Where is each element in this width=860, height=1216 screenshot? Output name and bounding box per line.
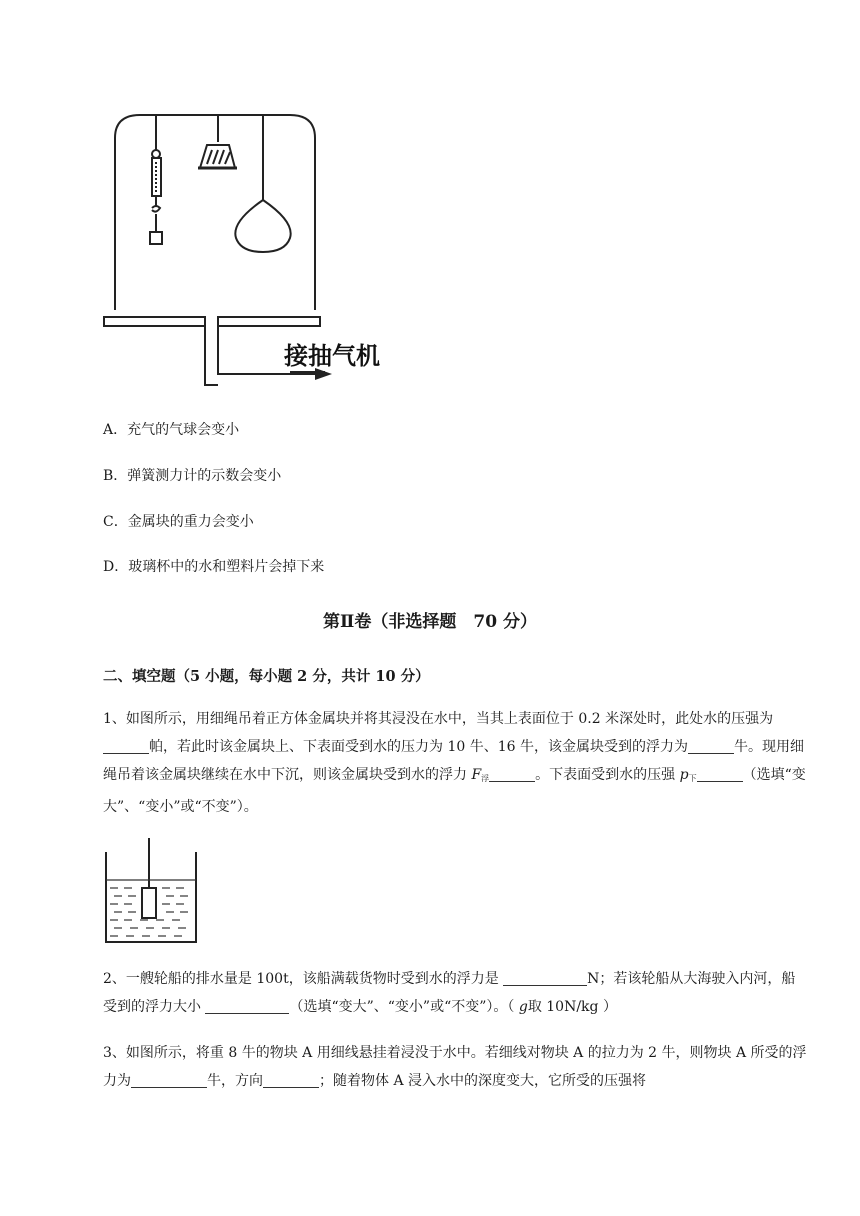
- base-plate-left: [104, 317, 205, 326]
- buoyancy-subscript: 浮: [481, 774, 490, 783]
- option-c: C．金属块的重力会变小: [103, 514, 254, 530]
- q3-text-2: 牛，方向: [207, 1073, 263, 1089]
- q1-blank-3[interactable]: [489, 765, 535, 782]
- q2-text-1: 2、一艘轮船的排水量是 100t，该船满载货物时受到水的浮力是: [103, 971, 504, 987]
- option-a: A．充气的气球会变小: [103, 422, 240, 438]
- glass-cup: [200, 145, 235, 168]
- q1-blank-2[interactable]: [688, 737, 734, 754]
- q1-text-1: 1、如图所示，用细绳吊着正方体金属块并将其浸没在水中，当其上表面位于 0.2 米深处时，此处水的压强为: [103, 711, 774, 727]
- q2-text-4: 取 10N/kg ）: [527, 999, 617, 1015]
- q3-blank-2[interactable]: [263, 1071, 319, 1088]
- section-heading: 二、填空题（5 小题，每小题 2 分，共计 10 分）: [103, 668, 430, 685]
- submerged-block: [142, 888, 156, 918]
- question-3: [103, 1039, 808, 1095]
- gravity-symbol: g: [518, 999, 528, 1015]
- q2-blank-2[interactable]: [205, 997, 289, 1014]
- q1-text-3: 牛。现用细绳吊着该金属块继续在水中下沉，则该金属块受到水的浮力: [103, 739, 804, 783]
- metal-block: [150, 232, 162, 244]
- q3-text-1: 3、如图所示，将重 8 牛的物块 A 用细线悬挂着浸没于水中。若细线对物块 A 的拉力为 2 牛，则物块 A 所受的浮力为: [103, 1045, 807, 1089]
- q3-blank-1[interactable]: [131, 1071, 207, 1088]
- option-d: D．玻璃杯中的水和塑料片会掉下来: [103, 559, 325, 575]
- beaker-diagram: [100, 838, 204, 946]
- option-b: B．弹簧测力计的示数会变小: [103, 468, 282, 484]
- pressure-subscript: 下: [688, 774, 697, 783]
- question-2: [103, 965, 808, 1021]
- beaker-figure: [100, 838, 204, 946]
- pressure-symbol: p: [679, 767, 689, 783]
- q1-blank-4[interactable]: [697, 765, 743, 782]
- q2-blank-1[interactable]: [503, 969, 587, 986]
- q1-text-2: 帕，若此时该金属块上、下表面受到水的压力为 10 牛、16 牛，该金属块受到的浮力为: [149, 739, 688, 755]
- q3-text-3: ；随着物体 A 浸入水中的深度变大，它所受的压强将: [319, 1073, 647, 1089]
- pump-label: 接抽气机: [284, 342, 380, 370]
- q1-blank-1[interactable]: [103, 737, 149, 754]
- base-plate-right: [218, 317, 320, 326]
- q1-text-4: 。下表面受到水的压强: [535, 767, 680, 783]
- q2-text-3: （选填“变大”、“变小”或“不变”）。（: [289, 999, 519, 1015]
- balloon: [235, 200, 290, 252]
- bell-jar-figure: [100, 110, 400, 400]
- q1-text-5: （选填“变大”、“变小”或“不变”）。: [103, 767, 806, 815]
- q2-text-2: N；若该轮船从大海驶入内河，船受到的浮力大小: [103, 971, 796, 1015]
- buoyancy-symbol: F: [471, 767, 482, 783]
- part-title: 第Ⅱ卷（非选择题 70 分）: [323, 612, 537, 632]
- question-1: [103, 705, 808, 821]
